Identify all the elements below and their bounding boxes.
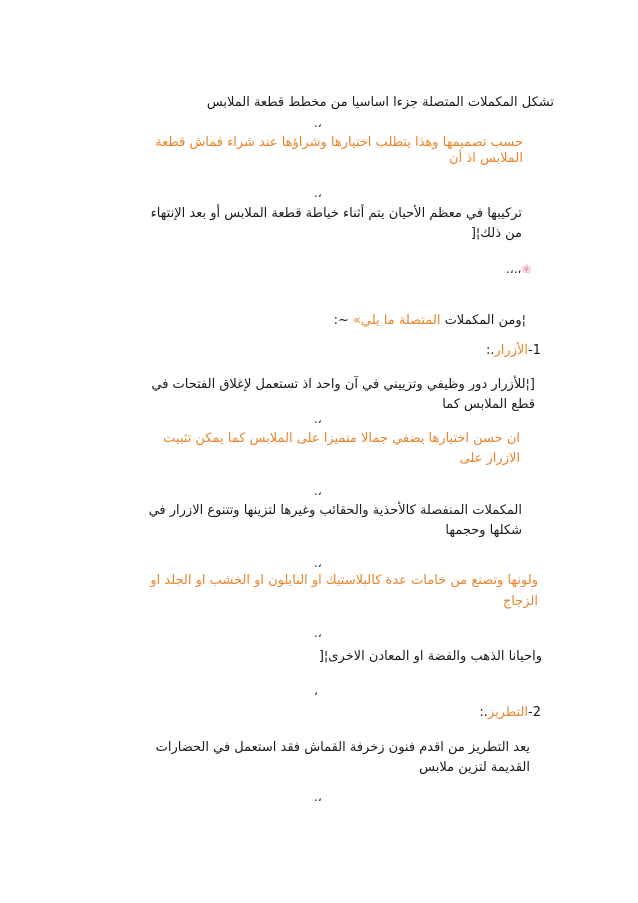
ornament: [506, 262, 531, 276]
paragraph-line: من ذلك¦[: [470, 226, 522, 241]
heading-number: 1-: [528, 343, 541, 358]
paragraph-line: تركيبها في معظم الأحيان يتم أثناء خياطة قطعة الملابس أو بعد الإنتهاء: [150, 206, 522, 221]
paragraph-line: ولونها وتصنع من خامات عدة كالبلاستيك او النايلون او الخشب او الجلد او: [150, 573, 538, 588]
separator-mark: ،.: [314, 790, 322, 804]
heading-tail: .:: [479, 705, 488, 720]
heading-title: التطريز: [487, 705, 529, 720]
separator-mark: ،.: [314, 116, 322, 130]
separator-mark: ،.: [314, 626, 322, 640]
paragraph-line: الزجاج: [502, 594, 538, 609]
paragraph-line: [¦للأزرار دور وظيفي وتزييني في آن واحد اذ تستعمل لإغلاق الفتحات في: [151, 377, 535, 392]
separator-mark: ،.: [314, 484, 322, 498]
paragraph-line: الازرار على: [459, 451, 520, 466]
paragraph-line: شكلها وحجمها: [445, 523, 522, 538]
separator-mark: ،.: [314, 186, 322, 200]
paragraph-line: القديمة لتزين ملابس: [419, 760, 530, 775]
ornament-dots: ،.،.: [506, 262, 522, 276]
intro-tail: ~:: [333, 313, 353, 328]
paragraph-line: حسب تصميمها وهذا يتطلب اختيارها وشراؤها عند شراء قماش قطعة: [155, 135, 523, 150]
heading-tail: .:: [486, 343, 495, 358]
intro-lead: ¦ومن المكملات: [440, 313, 526, 328]
heading-title: الأزرار: [494, 343, 529, 358]
paragraph-line: يعد التطريز من اقدم فنون زخرفة القماش فقد استعمل في الحضارات: [155, 740, 530, 755]
section-heading-embroidery: [479, 702, 541, 724]
paragraph-line: ان حسن اختيارها يضفي جمالا متميزا على الملابس كما يمكن تثبيت: [163, 431, 520, 446]
paragraph-line: الملابس اذ أن: [449, 151, 523, 166]
paragraph-line: المكملات المنفصلة كالأحذية والحقائب وغيرها لتزينها وتتنوع الازرار في: [148, 503, 522, 518]
intro-highlight: المتصلة ما يلي»: [352, 313, 441, 328]
paragraph-line: واحيانا الذهب والفضة او المعادن الاخرى¦[: [318, 649, 542, 664]
heading-number: 2-: [528, 705, 541, 720]
separator-mark: ،: [314, 684, 318, 698]
intro-line: [334, 310, 526, 332]
separator-mark: ،.: [314, 556, 322, 570]
paragraph-line: تشكل المكملات المتصلة جزءا اساسيا من مخطط قطعة الملابس: [206, 95, 554, 110]
section-heading-buttons: [486, 340, 541, 362]
flower-icon: ❀: [521, 262, 532, 276]
separator-mark: ،.: [314, 412, 322, 426]
paragraph-line: قطع الملابس كما: [442, 397, 535, 412]
